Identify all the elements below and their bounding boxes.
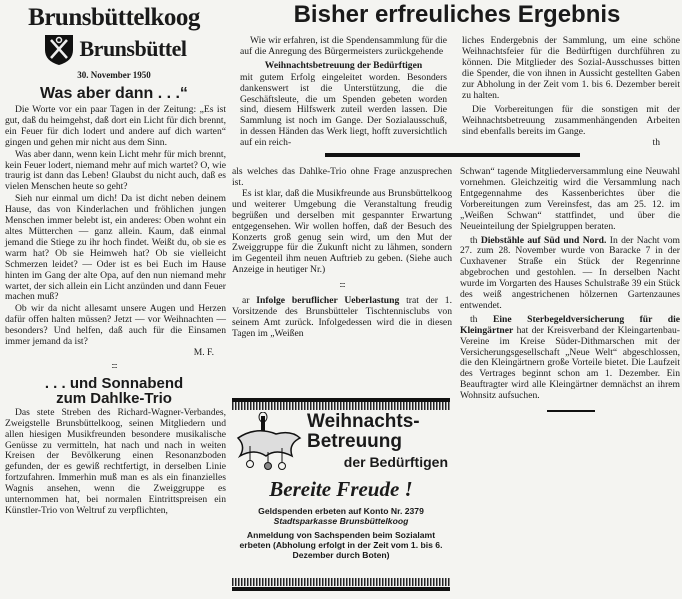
ad-line: Geldspenden erbeten auf Konto Nr. 2379 bbox=[258, 506, 424, 516]
masthead bbox=[0, 4, 228, 66]
lower-middle-text bbox=[232, 167, 452, 340]
article5-lead: Diebstähle auf Süd und Nord. bbox=[480, 234, 607, 246]
paragraph: als welches das Dahlke-Trio ohne Frage anzusprechen ist. bbox=[232, 166, 452, 188]
article3-headline: Bisher erfreuliches Ergebnis bbox=[293, 1, 621, 28]
lower-middle-column bbox=[232, 167, 452, 599]
article2-title bbox=[0, 376, 228, 406]
masthead-subtitle: Brunsbüttel bbox=[79, 36, 187, 61]
paragraph: Wie wir erfahren, ist die Spendensammlung für die auf die Anregung des Bürgermeisters zurückgehende bbox=[240, 35, 447, 57]
paragraph: Die Worte vor ein paar Tagen in der Zeitung: „Es ist gut, daß du heimgehst, daß dort ein Licht für dich brennt, ein Feuer für dich lodert und andere auf dich warten“ gingen und gehen mir nicht aus dem Sinn. bbox=[5, 104, 226, 148]
article4-body: trat der 1. Vorsitzende des Brunsbütteler Tischtennisclubs von seinem Amt zurück. Infolgedessen wird die in diesen Tagen im „Weißen bbox=[232, 295, 452, 339]
article2-body-part1 bbox=[5, 408, 226, 517]
paragraph: Sieh nur einmal um dich! Da ist dicht neben deinem Hause, das von Kinderlachen und fröhlichen jungen Menschen immer belebt ist, ein anderes: Oben wohnt ein altes Mütterchen — ganz allein. Kaum, daß einmal jemand die Stiege zu ihr hoch findet. Weißt du, ob sie es warm hat? Ob sie Heimweh hat? Ob sie vielleicht Schmerzen leidet? — Oder ist es bei Euch im Hause hinten im Gang der alte Opa, auf den nun niemand mehr wartet, der sich allein ein Licht anzünden und dann Feuer machen muß? bbox=[5, 193, 226, 303]
author-prefix: th bbox=[470, 234, 478, 246]
paragraph: Das stete Streben des Richard-Wagner-Verbandes, Zweigstelle Brunsbüttelkoog, seinen Mitgliedern und allen hiesigen Musikfreunden besondere musikalische Genüsse zu vermitteln, hat nach und nach in weiten Kreisen der Bevölkerung einen Resonanzboden gefunden, der es gewiß rechtfertigt, in derselben Linie fortzufahren. Immerhin muß man es als ein finanzielles Wagnis ansehen, wenn die Zweiggruppe es unternommen hat, bei normalen Eintrittspreisen ein Künstler-Trio von Weltruf zu verpflichten, bbox=[5, 406, 226, 516]
paragraph: Es ist klar, daß die Musikfreunde aus Brunsbüttelkoog und weiterer Umgebung die Veranstaltung freudig begrüßen und derselben mit gespannter Erwartung entgegensehen. Wir wollen hoffen, daß der Besuch des Konzerts groß genug sein wird, um den Mut der Zweiggruppe für die Zukunft nicht zu lähmen, sondern im Gegenteil ihm neuen Auftrieb zu geben. (Siehe auch Anzeige in heutiger Nr.) bbox=[232, 187, 452, 276]
ad-stripe bbox=[232, 402, 450, 410]
masthead-title: Brunsbüttelkoog bbox=[28, 4, 200, 31]
ad-title-line: Weihnachts- bbox=[307, 411, 420, 432]
ad-stripe bbox=[232, 578, 450, 586]
author: th bbox=[652, 137, 660, 149]
paragraph: Was aber dann, wenn kein Licht mehr für mich brennt, kein Feuer lodert, niemand mehr auf mich wartet? O, wie traurig ist dann das Leben! Glaubst du nicht auch, daß es vielen Menschen heute so geht? bbox=[5, 148, 226, 193]
article1-body bbox=[5, 105, 226, 359]
title-line: . . . und Sonnabend bbox=[44, 374, 184, 392]
author-prefix: th bbox=[470, 313, 478, 325]
ad-title-sub: der Bedürftigen bbox=[343, 454, 448, 470]
paragraph: Die Vorbereitungen für die sonstigen mit der Weihnachtsbetreuung zusammenhängenden Arbeiten sind ebenfalls bereits im Gange. bbox=[462, 104, 680, 138]
advertisement bbox=[232, 398, 450, 599]
ad-line: Anmeldung von Sachspenden beim Sozialamt erbeten (Abholung erfolgt in der Zeit vom 1. bis 6. Dezember durch Boten) bbox=[239, 530, 443, 560]
lower-right-column bbox=[460, 167, 680, 599]
coat-of-arms-anchor-icon bbox=[42, 32, 76, 66]
article5-body: In der Nacht vom 27. zum 28. November wurde von Baracke 7 in der Cuxhavener Straße ein Stück der Regenrinne abgebrochen und gestohlen. — In derselben Nacht wurde im Vorgarten des Hauses Schulstraße 39 ein Stück des weiß angestrichenen hölzernen Gartenzaunes entwendet. bbox=[460, 234, 680, 311]
left-column bbox=[0, 0, 228, 599]
article6-lead: Eine Sterbegeldversicherung für die Kleingärtner bbox=[460, 313, 680, 336]
article4-lead: Infolge beruflicher Ueberlastung bbox=[256, 295, 400, 307]
article6-body: hat der Kreisverband der Kleingartenbau-Vereine im Kreise Süder-Dithmarschen mit der Versicherungsgesellschaft „Neue Welt“ abgeschlossen, die den Kleingärtnern große Vorteile bietet. Die Laufzeit des Vertrages beginnt schon am 1. Dezember. Ein Beauftragter wird alle Kleingärtner demnächst an ihrem Wohnsitz aufsuchen. bbox=[460, 324, 680, 402]
article3-col1 bbox=[240, 36, 447, 149]
christmas-branch-candle-icon bbox=[236, 412, 302, 474]
separator: :::: bbox=[111, 360, 117, 370]
ad-account bbox=[232, 506, 450, 560]
paragraph: mit gutem Erfolg eingeleitet worden. Besonders dankenswert ist die Unterstützung, die die Geschäftsleute, die um Spenden gebeten worden sind, diesem Hilfswerk zuteil werden lassen. Die Sammlung ist noch im Gange. Der Sozialausschuß, in dessen Händen das Werk liegt, hofft zuversichtlich auf ein reich- bbox=[240, 71, 447, 149]
separator: :::: bbox=[339, 280, 345, 290]
paragraph: Schwan“ tagende Mitgliederversammlung eine Neuwahl vornehmen. Gleichzeitig wird die Versammlung nach Entgegennahme des Kassenberichtes über die Vorbereitungen zum Vereinsfest, das am 25. 12. im „Weißen Schwan“ stattfindet, und über die Neueinteilung der Spielgruppen beraten. bbox=[460, 166, 680, 232]
ad-bottom-rule bbox=[232, 587, 450, 591]
author: M. F. bbox=[193, 346, 214, 358]
ad-title bbox=[307, 412, 420, 452]
article3-subhead: Weihnachtsbetreuung der Bedürftigen bbox=[264, 59, 423, 71]
issue-date: 30. November 1950 bbox=[77, 70, 151, 80]
author-prefix: ar bbox=[242, 295, 250, 307]
article3-col2 bbox=[462, 36, 680, 149]
right-area bbox=[232, 0, 682, 599]
ad-title-line: Betreuung bbox=[307, 431, 402, 452]
ad-line: Stadtsparkasse Brunsbüttelkoog bbox=[273, 516, 409, 526]
paragraph: Ob wir da nicht allesamt unsere Augen und Herzen dafür offen halten müssen? Jetzt — vor Weihnachten — besonders? Und helfen, daß auch für die Einsamen immer jemand da ist? bbox=[5, 303, 226, 348]
lower-right-text bbox=[460, 167, 680, 402]
article1-title: Was aber dann . . .“ bbox=[40, 85, 188, 102]
paragraph: liches Endergebnis der Sammlung, um eine schöne Weihnachtsfeier für die Bedürftigen durchführen zu können. Die Mitglieder des Sozial-Ausschusses bitten die Spender, die von ihnen in Aussicht gestellten Gaben zur Abholung in der Zeit vom 1. bis 6. Dezember bereit zu halten. bbox=[462, 35, 680, 101]
end-rule bbox=[547, 410, 595, 412]
divider-rule bbox=[325, 153, 580, 157]
ad-slogan: Bereite Freude ! bbox=[269, 477, 413, 501]
title-line: zum Dahlke-Trio bbox=[56, 389, 172, 407]
